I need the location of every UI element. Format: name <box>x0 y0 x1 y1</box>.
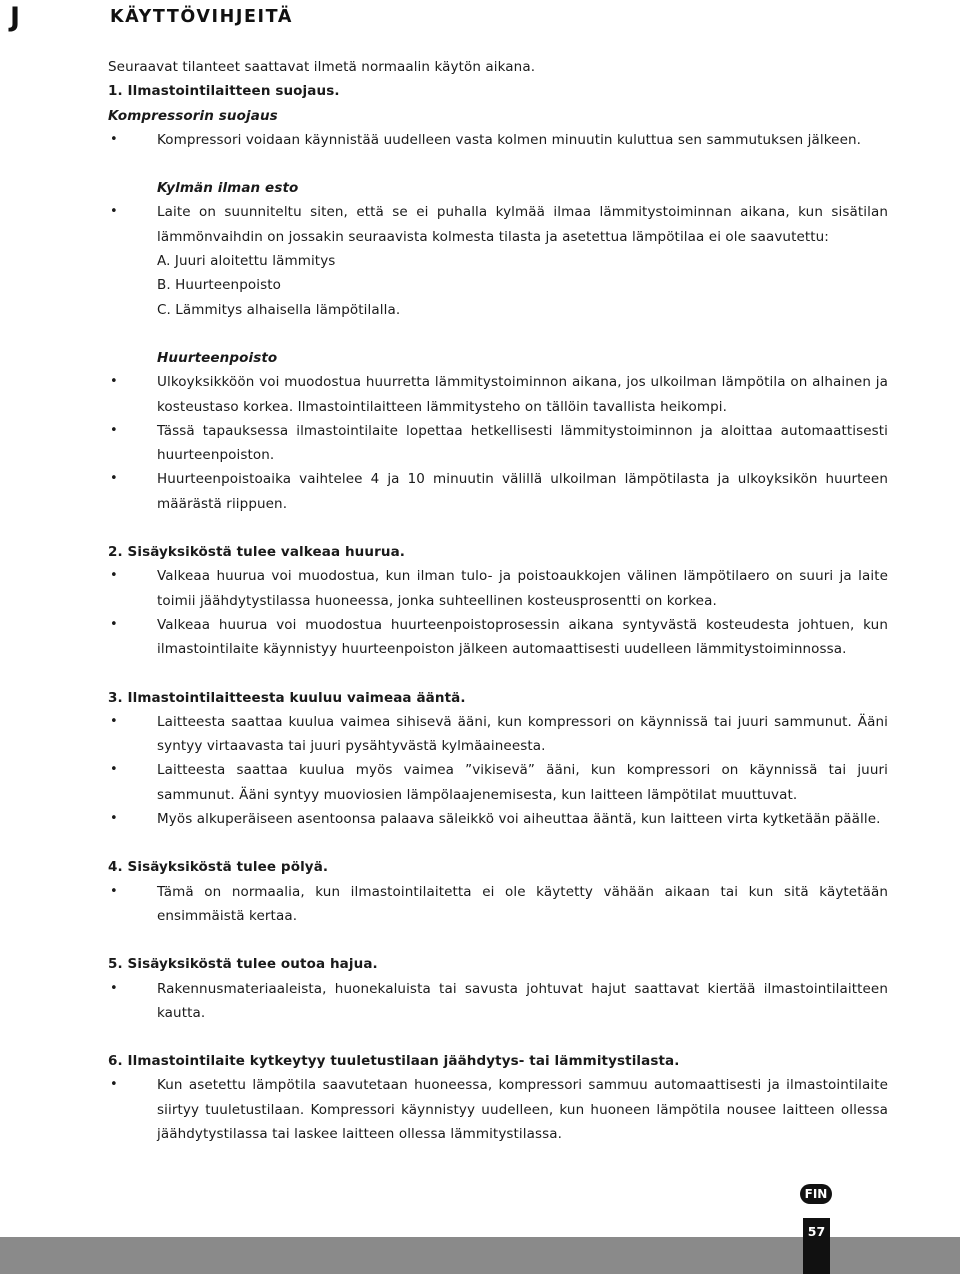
chapter-letter: J <box>10 2 21 33</box>
section-4-title: 4. Sisäyksiköstä tulee pölyä. <box>108 859 329 876</box>
bullet-item: • Valkeaa huurua voi muodostua, kun ilman tulo- ja poistoaukkojen välinen lämpötilaero on suuri ja laite toimii jäähdytystilassa huoneessa, jonka suhteellinen kosteusprosentti on korkea. <box>108 564 888 613</box>
page-title: KÄYTTÖVIHJEITÄ <box>110 7 293 27</box>
bullet-item: • Valkeaa huurua voi muodostua huurteenpoistoprosessin aikana syntyvästä kosteudesta johtuen, kun ilmastointilaite käynnistyy huurteenpoiston jälkeen automaattisesti uudelleen lämmitystoiminnossa. <box>108 613 888 662</box>
section-5-title: 5. Sisäyksiköstä tulee outoa hajua. <box>108 956 378 973</box>
defrost-heading: Huurteenpoisto <box>157 349 278 366</box>
list-item: B. Huurteenpoisto <box>157 277 281 294</box>
intro-text: Seuraavat tilanteet saattavat ilmetä normaalin käytön aikana. <box>108 59 536 75</box>
bullet-item: • Kompressori voidaan käynnistää uudelleen vasta kolmen minuutin kuluttua sen sammutuksen jälkeen. <box>108 128 888 152</box>
section-1-title: 1. Ilmastointilaitteen suojaus. <box>108 83 340 100</box>
document-body <box>108 55 888 1146</box>
section-3-title: 3. Ilmastointilaitteesta kuuluu vaimeaa ääntä. <box>108 689 466 706</box>
list-item: C. Lämmitys alhaisella lämpötilalla. <box>157 301 401 318</box>
language-badge: FIN <box>800 1184 832 1204</box>
bullet-item: • Kun asetettu lämpötila saavutetaan huoneessa, kompressori sammuu automaattisesti ja ilmastointilaite siirtyy tuuletustilaan. Kompressori käynnistyy uudelleen, kun huoneen lämpötila nousee laitteen ollessa jäähdytystilassa tai laskee laitteen ollessa lämmitystilassa. <box>108 1073 888 1146</box>
bullet-item: • Huurteenpoistoaika vaihtelee 4 ja 10 minuutin välillä ulkoilman lämpötilasta ja ulkoyksikön huurteen määrästä riippuen. <box>108 467 888 516</box>
cold-air-heading: Kylmän ilman esto <box>157 180 299 197</box>
compressor-protection-heading: Kompressorin suojaus <box>108 107 278 124</box>
bullet-item: • Myös alkuperäiseen asentoonsa palaava säleikkö voi aiheuttaa ääntä, kun laitteen virta kytketään päälle. <box>108 807 888 831</box>
bullet-item: • Tässä tapauksessa ilmastointilaite lopettaa hetkellisesti lämmitystoiminnon ja aloittaa automaattisesti huurteenpoiston. <box>108 419 888 468</box>
section-2-title: 2. Sisäyksiköstä tulee valkeaa huurua. <box>108 544 406 561</box>
bullet-item: • Ulkoyksikköön voi muodostua huurretta lämmitystoiminnon aikana, jos ulkoilman lämpötila on alhainen ja kosteustaso korkea. Ilmastointilaitteen lämmitysteho on tällöin tavallista heikompi. <box>108 370 888 419</box>
section-6-title: 6. Ilmastointilaite kytkeytyy tuuletustilaan jäähdytys- tai lämmitystilasta. <box>108 1053 680 1070</box>
page-number: 57 <box>803 1218 830 1274</box>
list-item: A. Juuri aloitettu lämmitys <box>157 253 336 270</box>
bullet-item: • Laitteesta saattaa kuulua vaimea sihisevä ääni, kun kompressori on käynnissä tai juuri sammunut. Ääni syntyy virtaavasta tai juuri pysähtyvästä kylmäaineesta. <box>108 710 888 759</box>
bullet-item: • Laite on suunniteltu siten, että se ei puhalla kylmää ilmaa lämmitystoiminnan aikana, kun sisätilan lämmönvaihdin on jossakin seuraavista kolmesta tilasta ja asetettua lämpötilaa ei ole saavutettu: <box>108 200 888 249</box>
bullet-item: • Tämä on normaalia, kun ilmastointilaitetta ei ole käytetty vähään aikaan tai kun sitä käytetään ensimmäistä kertaa. <box>108 880 888 929</box>
bullet-item: • Laitteesta saattaa kuulua myös vaimea ”vikisevä” ääni, kun kompressori on käynnissä tai juuri sammunut. Ääni syntyy muoviosien lämpölaajenemisesta, kun laitteen lämpötilat muuttuvat. <box>108 758 888 807</box>
bullet-item: • Rakennusmateriaaleista, huonekaluista tai savusta johtuvat hajut saattavat kiertää ilmastointilaitteen kautta. <box>108 977 888 1026</box>
